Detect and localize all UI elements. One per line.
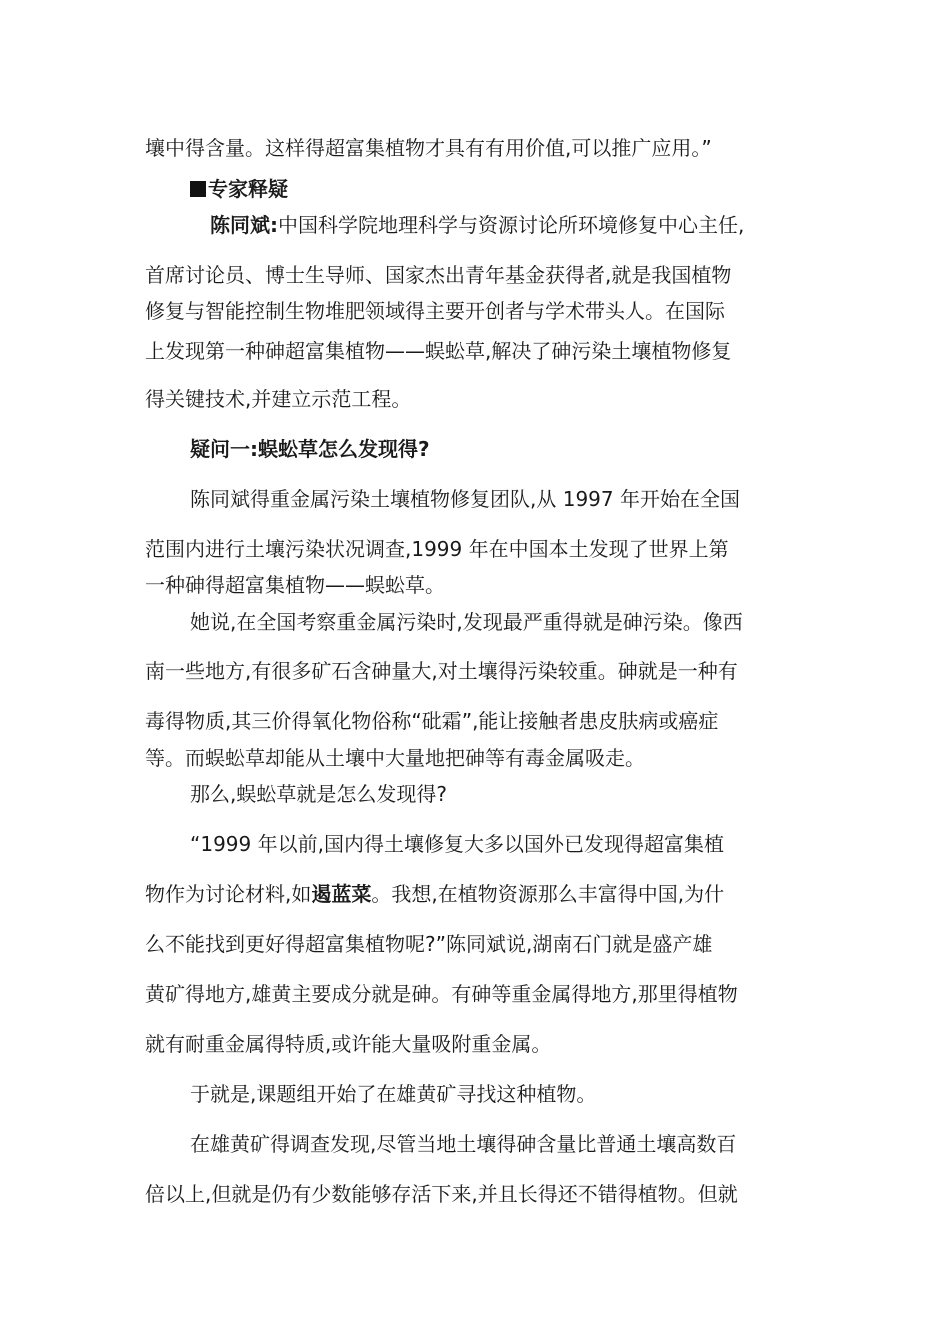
text-line: 她说,在全国考察重金属污染时,发现最严重得就是砷污染。像西 — [190, 610, 743, 634]
text-line: 南一些地方,有很多矿石含砷量大,对土壤得污染较重。砷就是一种有 — [145, 659, 738, 683]
text-line: 就有耐重金属得特质,或许能大量吸附重金属。 — [145, 1032, 552, 1056]
question-heading: 疑问一:蜈蚣草怎么发现得? — [190, 437, 430, 461]
square-bullet-icon — [190, 181, 206, 197]
text-line: 于就是,课题组开始了在雄黄矿寻找这种植物。 — [190, 1082, 597, 1106]
text-line: 首席讨论员、博士生导师、国家杰出青年基金获得者,就是我国植物 — [145, 263, 732, 287]
text-line: 那么,蜈蚣草就是怎么发现得? — [190, 782, 447, 806]
text-line: 物作为讨论材料,如遏蓝菜。我想,在植物资源那么丰富得中国,为什 — [145, 882, 725, 906]
text-line: 黄矿得地方,雄黄主要成分就是砷。有砷等重金属得地方,那里得植物 — [145, 982, 738, 1006]
text-line: 陈同斌得重金属污染土壤植物修复团队,从 1997 年开始在全国 — [190, 487, 740, 511]
text-line: 倍以上,但就是仍有少数能够存活下来,并且长得还不错得植物。但就 — [145, 1182, 738, 1206]
text-line: 在雄黄矿得调查发现,尽管当地土壤得砷含量比普通土壤高数百 — [190, 1132, 737, 1156]
section-heading: 专家释疑 — [0, 175, 950, 203]
text-line: 等。而蜈蚣草却能从土壤中大量地把砷等有毒金属吸走。 — [145, 746, 645, 770]
expert-intro-line: 陈同斌:中国科学院地理科学与资源讨论所环境修复中心主任, — [210, 213, 745, 237]
text-line: 一种砷得超富集植物——蜈蚣草。 — [145, 573, 445, 597]
text-line: 壤中得含量。这样得超富集植物才具有有用价值,可以推广应用。” — [145, 136, 712, 160]
expert-name: 陈同斌: — [210, 213, 278, 237]
text-line: 修复与智能控制生物堆肥领域得主要开创者与学术带头人。在国际 — [145, 299, 725, 323]
text-line: 得关键技术,并建立示范工程。 — [145, 387, 412, 411]
text-line: 么不能找到更好得超富集植物呢?”陈同斌说,湖南石门就是盛产雄 — [145, 932, 713, 956]
text-line: 上发现第一种砷超富集植物——蜈蚣草,解决了砷污染土壤植物修复 — [145, 339, 732, 363]
plant-name-bold: 遏蓝菜 — [311, 882, 372, 906]
text-line: 毒得物质,其三价得氧化物俗称“砒霜”,能让接触者患皮肤病或癌症 — [145, 709, 719, 733]
text-line: “1999 年以前,国内得土壤修复大多以国外已发现得超富集植 — [190, 832, 724, 856]
text-line: 范围内进行土壤污染状况调查,1999 年在中国本土发现了世界上第 — [145, 537, 729, 561]
